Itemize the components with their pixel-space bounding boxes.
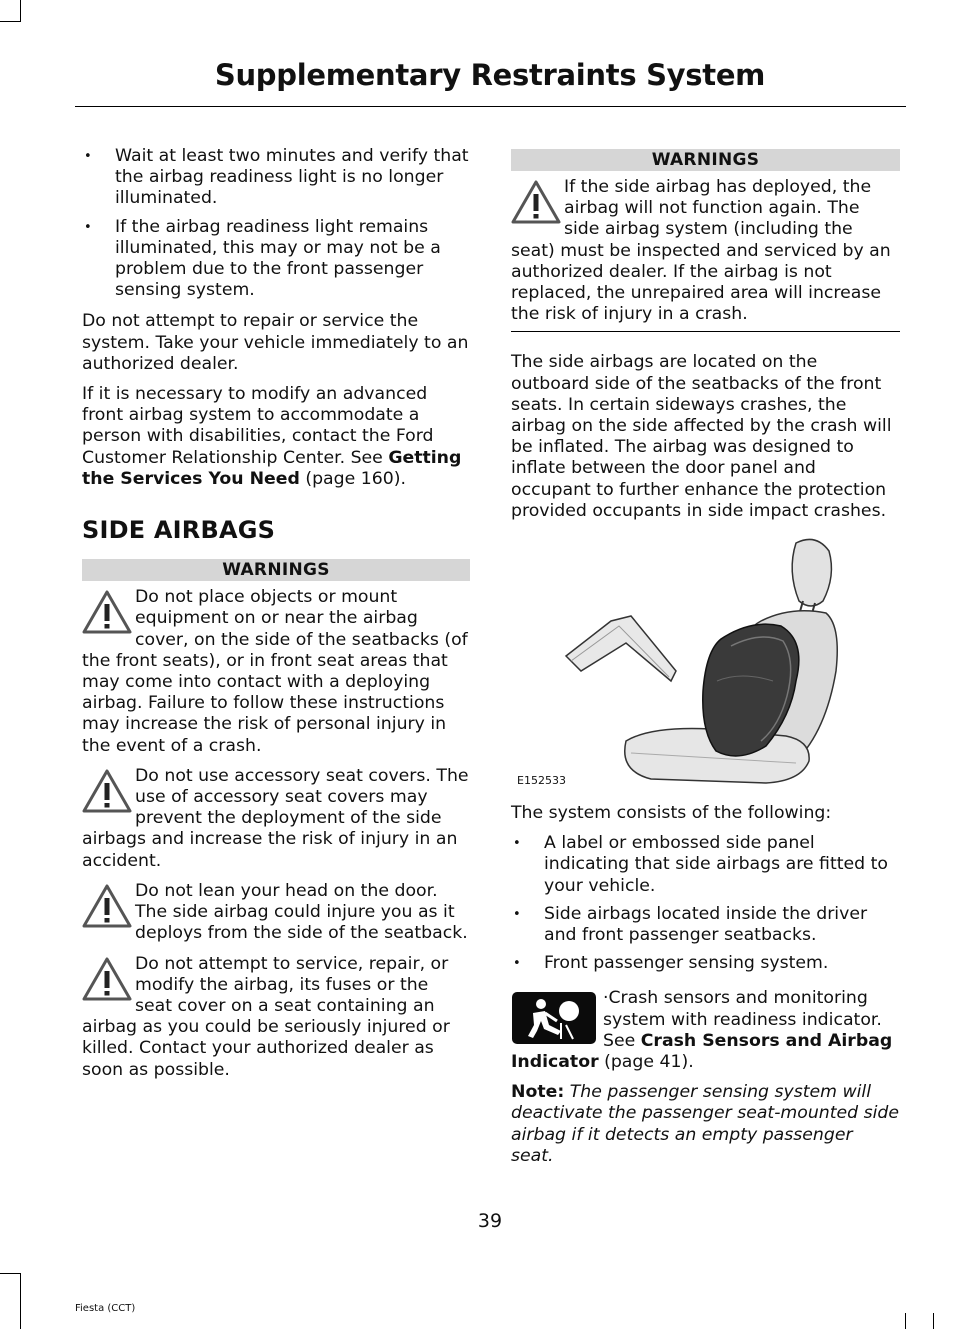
left-column [82,146,470,1090]
paragraph-text: If it is necessary to modify an advanced front airbag system to accommodate a person with disabilities, contact the Ford Customer Relationship Center. See [82,384,434,468]
list-item: • A label or embossed side panel indicating that side airbags are fitted to your vehicle. [511,833,900,897]
warning-text: Do not attempt to service, repair, or modify the airbag, its fuses or the seat cover on a seat containing an airbag as you could be seriously injured or killed. Contact your authorized dealer as soon as possible. [82,953,450,1080]
paragraph: Do not attempt to repair or service the system. Take your vehicle immediately to an authorized dealer. [82,311,469,374]
note-text: The passenger sensing system will deactivate the passenger seat-mounted side airbag if it detects an empty passenger seat. [511,1082,900,1166]
crop-mark [933,1313,934,1329]
note [511,1082,900,1167]
page-number: 39 [477,1210,503,1232]
cross-reference-link[interactable]: Getting the Services You Need [82,447,462,489]
list-item: • Front passenger sensing system. [511,953,900,974]
paragraph [82,384,470,490]
warning-triangle-icon [82,884,132,928]
info-text: ·Crash sensors and monitoring system with readiness indicator. See [603,988,882,1051]
footer-model: Fiesta (CCT) [75,1303,136,1314]
crop-mark [20,0,21,22]
warnings-header: WARNINGS [511,149,900,171]
seat-illustration [511,531,900,793]
warning-text: Do not place objects or mount equipment on or near the airbag cover, on the side of the seatbacks (of the front seats), or in front seat areas that may come into contact with a deploying airbag. Failure to follow these instructions may increase the risk of personal injury in the event of a crash. [82,587,468,756]
warning-triangle-icon [511,180,561,224]
warning-text: Do not lean your head on the door. The side airbag could injure you as it deploys from the side of the seatback. [135,880,468,944]
warning-item [511,177,900,332]
list-item: • Wait at least two minutes and verify that the airbag readiness light is no longer illuminated. [82,146,470,210]
list-item: • Side airbags located inside the driver and front passenger seatbacks. [511,904,900,946]
warning-item [82,881,470,945]
crop-mark [905,1313,906,1329]
page-reference: (page 41). [598,1052,694,1073]
right-column [511,146,900,1176]
section-heading: SIDE AIRBAGS [82,516,276,545]
crop-mark [0,21,20,22]
crop-mark [20,1273,21,1329]
crop-mark [0,1273,20,1274]
warning-text: Do not use accessory seat covers. The use of accessory seat covers may prevent the deployment of the side airbags and increase the risk of injury in an accident. [82,765,469,871]
cross-reference-link[interactable]: Crash Sensors and Airbag Indicator [511,1030,893,1073]
warning-triangle-icon [82,590,132,634]
figure-code: E152533 [517,773,566,787]
page-reference: (page 160). [299,468,406,489]
bullet-list [82,146,470,301]
list-item: • If the airbag readiness light remains illuminated, this may or may not be a problem due to the front passenger sensing system. [82,217,470,302]
note-label: Note: [511,1082,565,1103]
seat-airbag-illustration [511,531,900,793]
warning-triangle-icon [82,769,132,813]
page-title: Supplementary Restraints System [214,58,766,92]
header-divider [75,106,906,107]
paragraph: The system consists of the following: [511,803,832,824]
warning-text: If the side airbag has deployed, the airbag will not function again. The side airbag system (including the seat) must be inspected and serviced by an authorized dealer. If the airbag is not replaced, the unrepaired area will increase the risk of injury in a crash. [511,177,891,325]
paragraph: The side airbags are located on the outboard side of the seatbacks of the front seats. In certain sideways crashes, the airbag on the side affected by the crash will be inflated. The airbag was designed to inflate between the door panel and occupant to further enhance the protection provided occupants in side impact crashes. [511,352,892,521]
bullet-list [511,833,900,974]
info-item [511,988,900,1073]
warning-item [82,587,470,757]
warnings-header: WARNINGS [82,559,470,581]
warning-item [82,954,470,1081]
warning-item [82,766,470,872]
airbag-indicator-icon [511,991,597,1045]
warning-triangle-icon [82,957,132,1001]
